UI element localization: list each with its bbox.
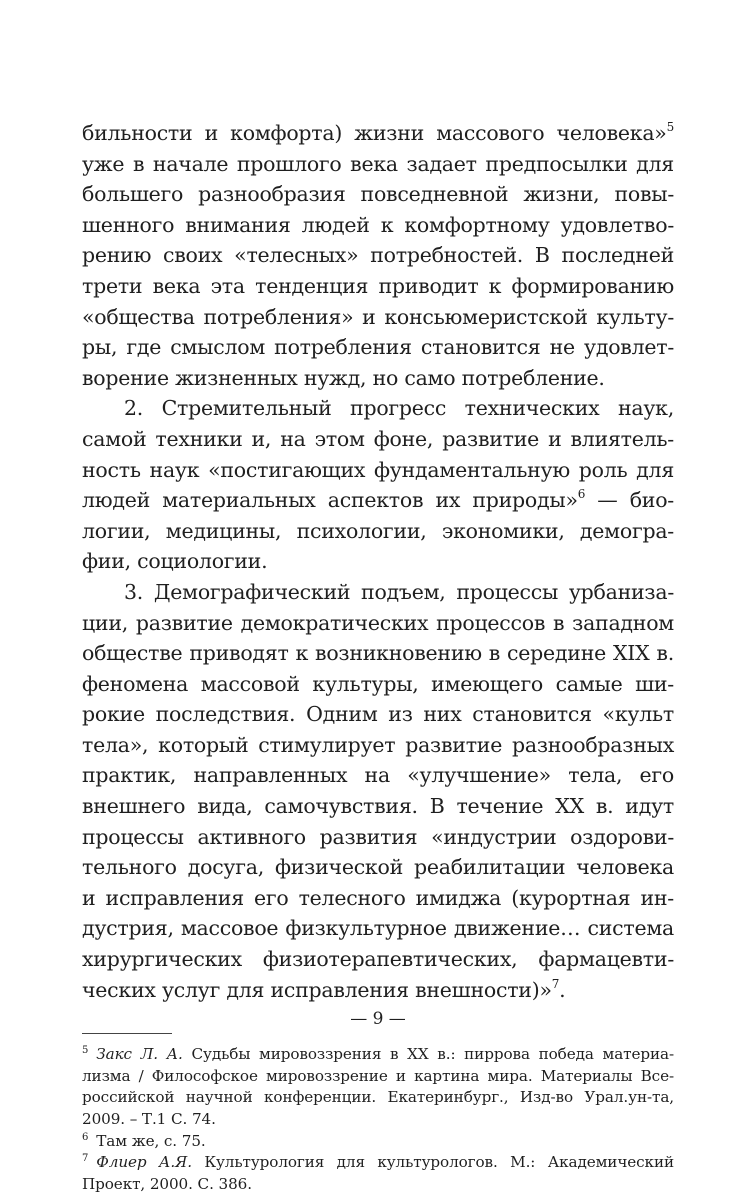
text-line: $^5$ Закс Л. А. Судьбы мировоззрения в XX в.: пиррова победа материа- xyxy=(82,1045,674,1064)
text-line: лизма / Философское мировоззрение и картина мира. Материалы Все- xyxy=(82,1066,674,1085)
text-line: бильности и комфорта) жизни массового человека»$^5$ xyxy=(82,120,674,145)
text-line: 3. Демографический подъем, процессы урбаниза- xyxy=(124,579,674,604)
text-line: практик, направленных на «улучшение» тела, его xyxy=(82,763,674,788)
footnote-number: 7 xyxy=(82,1153,89,1165)
footnote-ref-5[interactable]: 5 xyxy=(666,120,674,134)
text-line: тельного досуга, физической реабилитации человека xyxy=(82,855,674,880)
text-line: ры, где смыслом потребления становится не удовлет- xyxy=(82,335,674,360)
footnote-6 xyxy=(82,1131,674,1153)
footnote-ref-7[interactable]: 7 xyxy=(551,976,560,991)
text-line: ции, развитие демократических процессов в западном xyxy=(82,610,674,635)
text-line: дустрия, массовое физкультурное движение… система xyxy=(82,916,674,941)
text-line: Проект, 2000. С. 386. xyxy=(82,1174,252,1193)
text-line: шенного внимания людей к комфортному удовлетво- xyxy=(82,212,674,237)
main-text xyxy=(82,118,674,1005)
footnote-number: 6 xyxy=(82,1131,89,1143)
footnote-divider xyxy=(82,1033,172,1034)
page-content xyxy=(82,118,674,1195)
footnotes xyxy=(82,1044,674,1195)
text-line: ворение жизненных нужд, но само потребление. xyxy=(82,365,605,390)
paragraph-2 xyxy=(82,393,674,577)
text-line: большего разнообразия повседневной жизни, повы- xyxy=(82,182,674,207)
text-line: рокие последствия. Одним из них становится «культ xyxy=(82,702,674,727)
text-line: уже в начале прошлого века задает предпосылки для xyxy=(82,151,674,176)
text-line: тела», который стимулирует развитие разнообразных xyxy=(82,732,674,757)
footnote-author: Закс Л. А. xyxy=(96,1045,183,1064)
text-line: логии, медицины, психологии, экономики, демогра- xyxy=(82,518,674,543)
text-line: внешнего вида, самочувствия. В течение XX в. идут xyxy=(82,794,674,819)
footnote-author: Флиер А.Я. xyxy=(96,1153,192,1172)
text-line: 2009. – Т.1 С. 74. xyxy=(82,1110,216,1128)
text-line: фии, социологии. xyxy=(82,549,268,574)
text-line: российской научной конференции. Екатеринбург., Изд-во Урал.ун-та, xyxy=(82,1088,674,1107)
text-line: феномена массовой культуры, имеющего самые ши- xyxy=(82,671,674,696)
text-line: трети века эта тенденция приводит к формированию xyxy=(82,273,674,298)
footnote-7 xyxy=(82,1152,674,1195)
text-line: $^6$ Там же, с. 75. xyxy=(82,1131,206,1150)
text-line: и исправления его телесного имиджа (курортная ин- xyxy=(82,885,674,910)
text-line: обществе приводят к возникновению в середине XIX в. xyxy=(82,641,674,666)
footnote-ref-6[interactable]: 6 xyxy=(577,487,586,502)
text-line: рению своих «телесных» потребностей. В последней xyxy=(82,243,674,268)
footnote-5 xyxy=(82,1044,674,1130)
text-line: хирургических физиотерапевтических, фармацевти- xyxy=(82,947,674,972)
text-line: ческих услуг для исправления внешности)»$^7$. xyxy=(82,976,566,1002)
page-number: — 9 — xyxy=(350,1009,406,1029)
text-line: процессы активного развития «индустрии оздорови- xyxy=(82,824,674,849)
text-line: людей материальных аспектов их природы»$^6$ — био- xyxy=(82,487,674,513)
text-line: ность наук «постигающих фундаментальную роль для xyxy=(82,457,674,482)
text-line: самой техники и, на этом фоне, развитие и влиятель- xyxy=(82,426,674,451)
text-line: $^7$ Флиер А.Я. Культурология для культурологов. М.: Академический xyxy=(82,1153,674,1172)
text-line: «общества потребления» и консьюмеристской культу- xyxy=(82,304,674,329)
paragraph-1 xyxy=(82,118,674,393)
text-line: 2. Стремительный прогресс технических наук, xyxy=(124,396,674,421)
paragraph-3 xyxy=(82,577,674,1005)
footnote-number: 5 xyxy=(82,1045,89,1057)
